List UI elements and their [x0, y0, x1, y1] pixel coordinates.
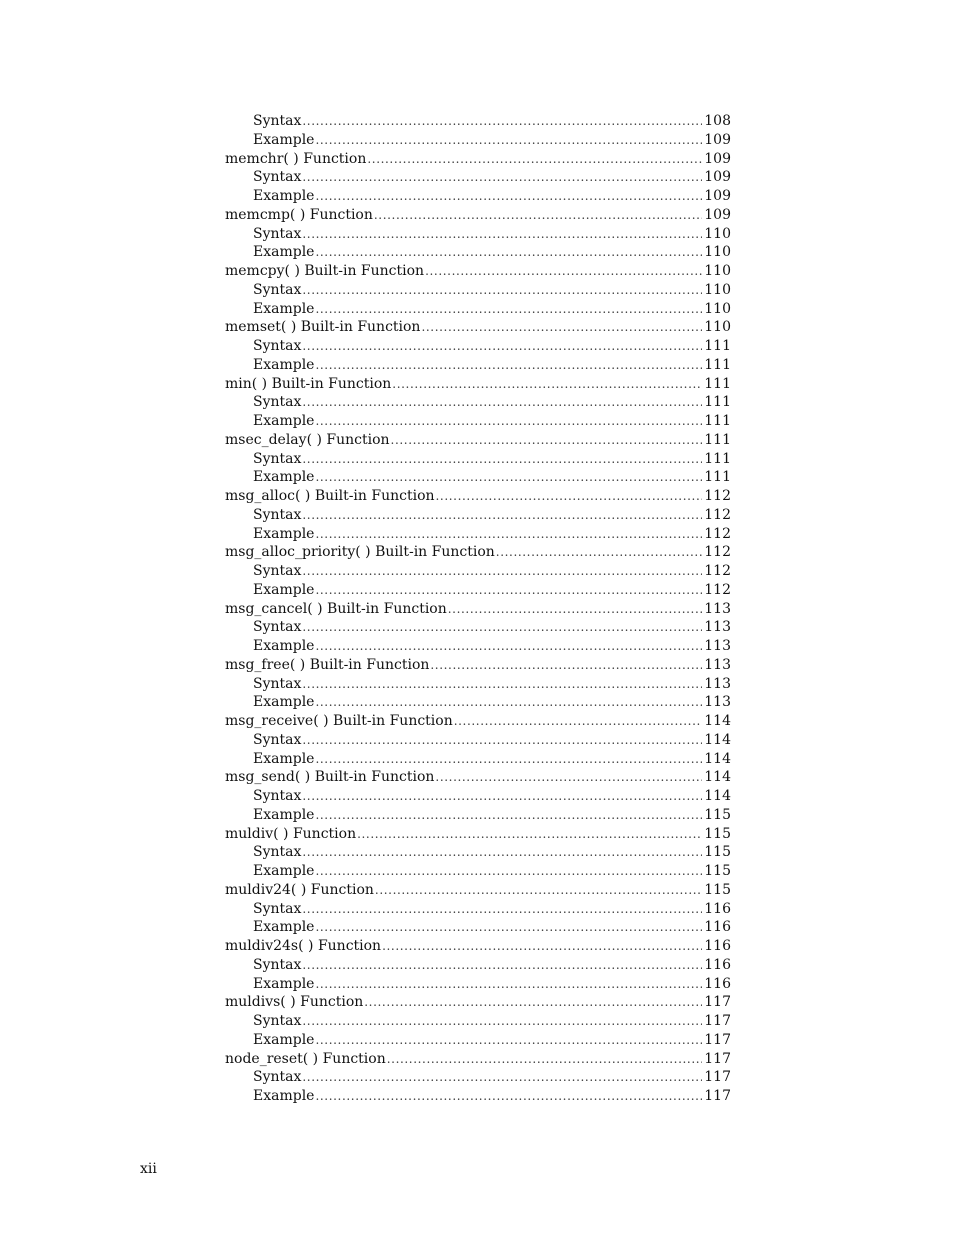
- toc-entry-page-number: 117: [704, 994, 731, 1011]
- toc-entry[interactable]: [225, 825, 731, 844]
- toc-subentry[interactable]: [225, 187, 731, 206]
- dot-leader: [315, 525, 702, 544]
- toc-entry-title: Example: [253, 131, 315, 148]
- toc-subentry[interactable]: [225, 956, 731, 975]
- toc-entry-title: Example: [253, 1031, 315, 1048]
- dot-leader: [302, 393, 702, 412]
- toc-entry-title: msg_receive( ) Built-in Function: [225, 713, 453, 729]
- toc-entry-page-number: 110: [704, 225, 731, 242]
- toc-entry[interactable]: [225, 431, 731, 450]
- toc-entry-page-number: 111: [704, 338, 731, 354]
- toc-subentry[interactable]: [225, 112, 731, 131]
- dot-leader: [435, 768, 702, 787]
- toc-subentry[interactable]: [225, 356, 731, 375]
- toc-subentry[interactable]: [225, 618, 731, 637]
- dot-leader: [302, 450, 702, 469]
- toc-entry-title: Syntax: [253, 619, 302, 636]
- toc-entry-page-number: 117: [704, 1069, 731, 1086]
- toc-entry-title: memcpy( ) Built-in Function: [225, 263, 425, 279]
- toc-entry-page-number: 112: [704, 525, 731, 542]
- page-number: xii: [140, 1161, 157, 1177]
- toc-entry-title: muldiv24s( ) Function: [225, 938, 382, 954]
- toc-entry-title: memcmp( ) Function: [225, 206, 373, 223]
- toc-subentry[interactable]: [225, 862, 731, 881]
- toc-subentry[interactable]: [225, 450, 731, 469]
- toc-subentry[interactable]: [225, 693, 731, 712]
- toc-entry-page-number: 114: [704, 713, 731, 729]
- toc-entry[interactable]: [225, 768, 731, 787]
- dot-leader: [315, 243, 702, 262]
- toc-entry-title: Syntax: [253, 506, 302, 523]
- toc-entry-page-number: 108: [704, 113, 731, 129]
- toc-subentry[interactable]: [225, 1068, 731, 1087]
- toc-subentry[interactable]: [225, 918, 731, 937]
- dot-leader: [430, 656, 702, 675]
- toc-subentry[interactable]: [225, 843, 731, 862]
- dot-leader: [315, 1031, 702, 1050]
- toc-subentry[interactable]: [225, 281, 731, 300]
- dot-leader: [302, 506, 702, 525]
- toc-entry-title: msg_free( ) Built-in Function: [225, 656, 430, 673]
- toc-subentry[interactable]: [225, 806, 731, 825]
- toc-entry-page-number: 116: [704, 919, 731, 936]
- toc-subentry[interactable]: [225, 637, 731, 656]
- toc-entry-page-number: 116: [704, 938, 731, 954]
- toc-entry-page-number: 112: [704, 563, 731, 579]
- toc-entry-page-number: 111: [704, 356, 731, 373]
- toc-entry-page-number: 112: [704, 488, 731, 504]
- toc-entry-page-number: 115: [704, 844, 731, 861]
- toc-entry-page-number: 113: [704, 619, 731, 636]
- toc-entry-title: Example: [253, 581, 315, 598]
- toc-entry-title: Example: [253, 694, 315, 711]
- toc-entry-page-number: 111: [704, 431, 731, 448]
- dot-leader: [302, 787, 702, 806]
- toc-entry-page-number: 115: [704, 863, 731, 879]
- toc-subentry[interactable]: [225, 675, 731, 694]
- toc-entry[interactable]: [225, 712, 731, 731]
- toc-subentry[interactable]: [225, 168, 731, 187]
- toc-entry-title: Syntax: [253, 900, 302, 917]
- toc-subentry[interactable]: [225, 225, 731, 244]
- toc-subentry[interactable]: [225, 1031, 731, 1050]
- dot-leader: [302, 562, 702, 581]
- toc-entry-page-number: 111: [704, 450, 731, 467]
- dot-leader: [302, 956, 702, 975]
- dot-leader: [375, 881, 702, 900]
- dot-leader: [315, 975, 702, 994]
- toc-entry-page-number: 116: [704, 975, 731, 992]
- toc-entry-title: Syntax: [253, 450, 302, 467]
- toc-entry-page-number: 112: [704, 506, 731, 523]
- toc-entry-page-number: 116: [704, 956, 731, 973]
- toc-subentry[interactable]: [225, 731, 731, 750]
- dot-leader: [374, 206, 702, 225]
- toc-entry[interactable]: [225, 262, 731, 281]
- toc-entry-page-number: 109: [704, 188, 731, 204]
- toc-entry-page-number: 110: [704, 300, 731, 317]
- toc-entry-title: memset( ) Built-in Function: [225, 319, 421, 336]
- toc-entry-page-number: 114: [704, 731, 731, 748]
- toc-entry-title: Syntax: [253, 563, 302, 579]
- dot-leader: [315, 806, 702, 825]
- toc-entry-title: node_reset( ) Function: [225, 1050, 386, 1067]
- toc-subentry[interactable]: [225, 393, 731, 412]
- dot-leader: [302, 225, 702, 244]
- dot-leader: [302, 843, 702, 862]
- toc-entry[interactable]: [225, 656, 731, 675]
- toc-subentry[interactable]: [225, 975, 731, 994]
- table-of-contents: [225, 112, 731, 1106]
- toc-entry-page-number: 111: [704, 469, 731, 486]
- toc-entry-title: msg_cancel( ) Built-in Function: [225, 600, 447, 617]
- toc-entry-page-number: 117: [704, 1013, 731, 1029]
- toc-entry[interactable]: [225, 375, 731, 394]
- toc-entry-page-number: 109: [704, 169, 731, 186]
- toc-entry-page-number: 114: [704, 788, 731, 804]
- toc-entry[interactable]: [225, 206, 731, 225]
- dot-leader: [315, 412, 702, 431]
- toc-entry-title: Example: [253, 413, 315, 429]
- toc-entry-page-number: 114: [704, 769, 731, 786]
- toc-entry-title: memchr( ) Function: [225, 150, 367, 167]
- toc-entry-title: Example: [253, 806, 315, 823]
- dot-leader: [302, 675, 702, 694]
- toc-entry-page-number: 117: [704, 1050, 731, 1067]
- toc-entry-title: Example: [253, 638, 315, 654]
- toc-entry[interactable]: [225, 993, 731, 1012]
- toc-entry-title: Example: [253, 300, 315, 317]
- dot-leader: [315, 637, 702, 656]
- dot-leader: [315, 356, 702, 375]
- toc-entry-title: Example: [253, 469, 315, 486]
- toc-subentry[interactable]: [225, 300, 731, 319]
- toc-entry-title: msg_alloc( ) Built-in Function: [225, 488, 435, 504]
- toc-entry-page-number: 110: [704, 319, 731, 336]
- toc-entry-title: Syntax: [253, 225, 302, 242]
- toc-entry-page-number: 115: [704, 825, 731, 842]
- toc-entry-title: msg_alloc_priority( ) Built-in Function: [225, 544, 495, 561]
- dot-leader: [364, 993, 702, 1012]
- dot-leader: [315, 581, 702, 600]
- toc-entry-title: muldiv24( ) Function: [225, 881, 374, 898]
- toc-subentry[interactable]: [225, 412, 731, 431]
- toc-subentry[interactable]: [225, 243, 731, 262]
- toc-entry[interactable]: [225, 150, 731, 169]
- toc-entry-title: msec_delay( ) Function: [225, 431, 390, 448]
- toc-entry-title: Example: [253, 863, 315, 879]
- dot-leader: [302, 168, 702, 187]
- toc-entry-title: Example: [253, 975, 315, 992]
- toc-entry[interactable]: [225, 543, 731, 562]
- dot-leader: [454, 712, 703, 731]
- dot-leader: [302, 337, 702, 356]
- toc-entry-page-number: 109: [704, 150, 731, 167]
- toc-subentry[interactable]: [225, 750, 731, 769]
- dot-leader: [387, 1050, 703, 1069]
- toc-entry-title: Example: [253, 244, 315, 261]
- dot-leader: [315, 1087, 702, 1106]
- toc-entry-page-number: 114: [704, 750, 731, 767]
- toc-entry-title: muldiv( ) Function: [225, 825, 357, 842]
- dot-leader: [302, 1012, 702, 1031]
- toc-entry-title: Example: [253, 919, 315, 936]
- toc-entry[interactable]: [225, 487, 731, 506]
- toc-entry-page-number: 110: [704, 263, 731, 279]
- toc-entry-page-number: 116: [704, 900, 731, 917]
- toc-entry-page-number: 112: [704, 544, 731, 561]
- toc-entry-title: Syntax: [253, 113, 302, 129]
- toc-entry-page-number: 113: [704, 694, 731, 711]
- toc-entry-page-number: 109: [704, 131, 731, 148]
- toc-entry-title: min( ) Built-in Function: [225, 375, 392, 392]
- toc-entry-title: msg_send( ) Built-in Function: [225, 769, 435, 786]
- toc-entry-page-number: 112: [704, 581, 731, 598]
- dot-leader: [425, 262, 702, 281]
- toc-entry-title: Syntax: [253, 731, 302, 748]
- toc-entry-page-number: 110: [704, 281, 731, 298]
- toc-entry-page-number: 110: [704, 244, 731, 261]
- toc-entry[interactable]: [225, 318, 731, 337]
- toc-entry[interactable]: [225, 1050, 731, 1069]
- dot-leader: [496, 543, 702, 562]
- dot-leader: [302, 618, 702, 637]
- toc-entry-page-number: 117: [704, 1031, 731, 1048]
- toc-subentry[interactable]: [225, 337, 731, 356]
- toc-entry[interactable]: [225, 881, 731, 900]
- toc-subentry[interactable]: [225, 787, 731, 806]
- toc-entry-page-number: 113: [704, 638, 731, 654]
- dot-leader: [302, 112, 702, 131]
- dot-leader: [315, 300, 702, 319]
- dot-leader: [315, 693, 702, 712]
- toc-subentry[interactable]: [225, 525, 731, 544]
- toc-subentry[interactable]: [225, 581, 731, 600]
- dot-leader: [315, 187, 702, 206]
- toc-entry-title: Syntax: [253, 338, 302, 354]
- toc-entry-title: Syntax: [253, 1069, 302, 1086]
- toc-entry-title: Syntax: [253, 169, 302, 186]
- toc-subentry[interactable]: [225, 468, 731, 487]
- toc-entry-page-number: 115: [704, 881, 731, 898]
- dot-leader: [315, 468, 702, 487]
- dot-leader: [392, 375, 702, 394]
- toc-subentry[interactable]: [225, 562, 731, 581]
- toc-entry-title: Syntax: [253, 844, 302, 861]
- dot-leader: [315, 918, 702, 937]
- toc-entry-page-number: 111: [704, 413, 731, 429]
- toc-entry-title: Syntax: [253, 394, 302, 411]
- dot-leader: [436, 487, 703, 506]
- toc-entry-title: Syntax: [253, 788, 302, 804]
- toc-entry-page-number: 113: [704, 600, 731, 617]
- dot-leader: [382, 937, 702, 956]
- dot-leader: [357, 825, 702, 844]
- toc-entry-title: Example: [253, 188, 315, 204]
- dot-leader: [421, 318, 702, 337]
- dot-leader: [302, 281, 702, 300]
- toc-entry-title: Syntax: [253, 956, 302, 973]
- toc-subentry[interactable]: [225, 1087, 731, 1106]
- toc-entry-page-number: 117: [704, 1088, 731, 1104]
- toc-entry-page-number: 113: [704, 656, 731, 673]
- toc-entry-page-number: 111: [704, 394, 731, 411]
- dot-leader: [302, 1068, 702, 1087]
- toc-entry[interactable]: [225, 937, 731, 956]
- toc-entry-title: Example: [253, 1088, 315, 1104]
- dot-leader: [302, 900, 702, 919]
- dot-leader: [391, 431, 703, 450]
- dot-leader: [367, 150, 702, 169]
- dot-leader: [315, 750, 702, 769]
- dot-leader: [448, 600, 703, 619]
- toc-subentry[interactable]: [225, 1012, 731, 1031]
- toc-subentry[interactable]: [225, 131, 731, 150]
- toc-entry-title: Example: [253, 750, 315, 767]
- toc-entry-page-number: 111: [704, 375, 731, 392]
- toc-subentry[interactable]: [225, 900, 731, 919]
- toc-entry-title: Example: [253, 525, 315, 542]
- toc-entry-title: Syntax: [253, 1013, 302, 1029]
- toc-entry-title: Syntax: [253, 281, 302, 298]
- toc-entry-title: muldivs( ) Function: [225, 994, 364, 1011]
- toc-entry-page-number: 115: [704, 806, 731, 823]
- toc-entry-title: Syntax: [253, 675, 302, 692]
- toc-entry[interactable]: [225, 600, 731, 619]
- dot-leader: [315, 862, 702, 881]
- dot-leader: [302, 731, 702, 750]
- toc-entry-page-number: 109: [704, 206, 731, 223]
- dot-leader: [315, 131, 702, 150]
- toc-entry-page-number: 113: [704, 675, 731, 692]
- toc-subentry[interactable]: [225, 506, 731, 525]
- toc-entry-title: Example: [253, 356, 315, 373]
